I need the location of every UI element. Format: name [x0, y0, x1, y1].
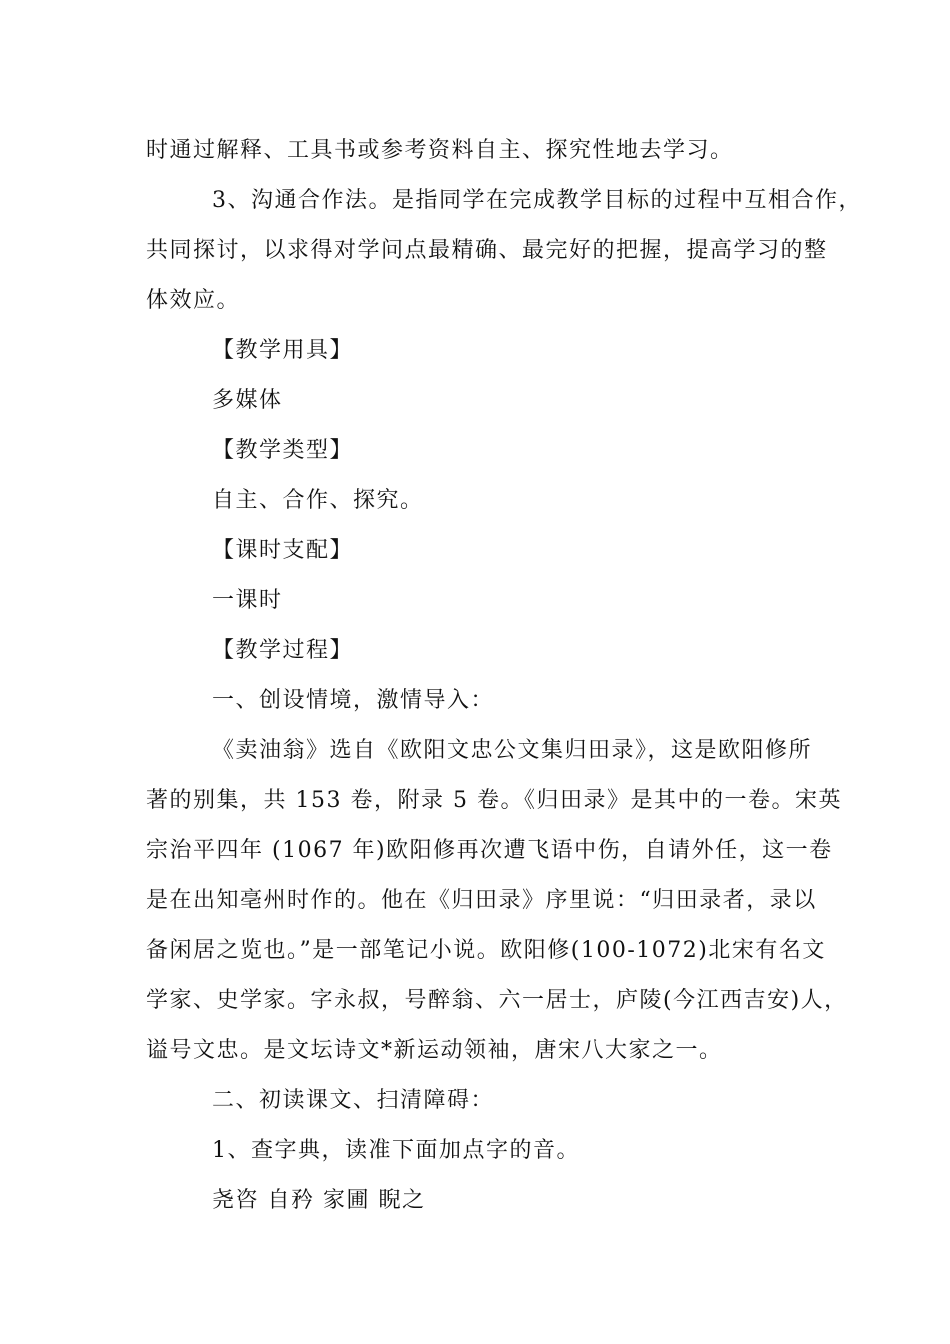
- paragraph-line: 二、初读课文、扫清障碍：: [212, 1088, 495, 1113]
- section-heading: 【课时支配】: [212, 538, 354, 563]
- paragraph-line: 共同探讨，以求得对学问点最精确、最完好的把握，提高学习的整: [146, 238, 828, 263]
- paragraph-line: 尧咨 自矜 家圃 睨之: [212, 1188, 426, 1213]
- paragraph-line: 《卖油翁》选自《欧阳文忠公文集归田录》，这是欧阳修所: [212, 738, 813, 763]
- paragraph-line: 学家、史学家。字永叔，号醉翁、六一居士，庐陵(今江西吉安)人，: [146, 988, 848, 1013]
- paragraph-line: 一、创设情境，激情导入：: [212, 688, 495, 713]
- paragraph-line: 宗治平四年 (1067 年)欧阳修再次遭飞语中伤，自请外任，这一卷: [146, 838, 833, 863]
- paragraph-line: 备闲居之览也。”是一部笔记小说。欧阳修(100-1072)北宋有名文: [146, 938, 826, 963]
- paragraph-line: 著的别集，共 153 卷，附录 5 卷。《归田录》是其中的一卷。宋英: [146, 788, 842, 813]
- paragraph-line: 是在出知亳州时作的。他在《归田录》序里说：“归田录者，录以: [146, 888, 817, 913]
- paragraph-line: 体效应。: [146, 288, 241, 313]
- paragraph-line: 3、沟通合作法。是指同学在完成教学目标的过程中互相合作，: [212, 188, 862, 213]
- paragraph-line: 时通过解释、工具书或参考资料自主、探究性地去学习。: [146, 138, 734, 163]
- paragraph-line: 自主、合作、探究。: [212, 488, 424, 513]
- section-heading: 【教学类型】: [212, 438, 354, 463]
- paragraph-line: 一课时: [212, 588, 283, 613]
- paragraph-line: 1、查字典，读准下面加点字的音。: [212, 1138, 580, 1163]
- paragraph-line: 谥号文忠。是文坛诗文*新运动领袖，唐宋八大家之一。: [146, 1038, 723, 1063]
- paragraph-line: 多媒体: [212, 388, 283, 413]
- section-heading: 【教学用具】: [212, 338, 354, 363]
- section-heading: 【教学过程】: [212, 638, 354, 663]
